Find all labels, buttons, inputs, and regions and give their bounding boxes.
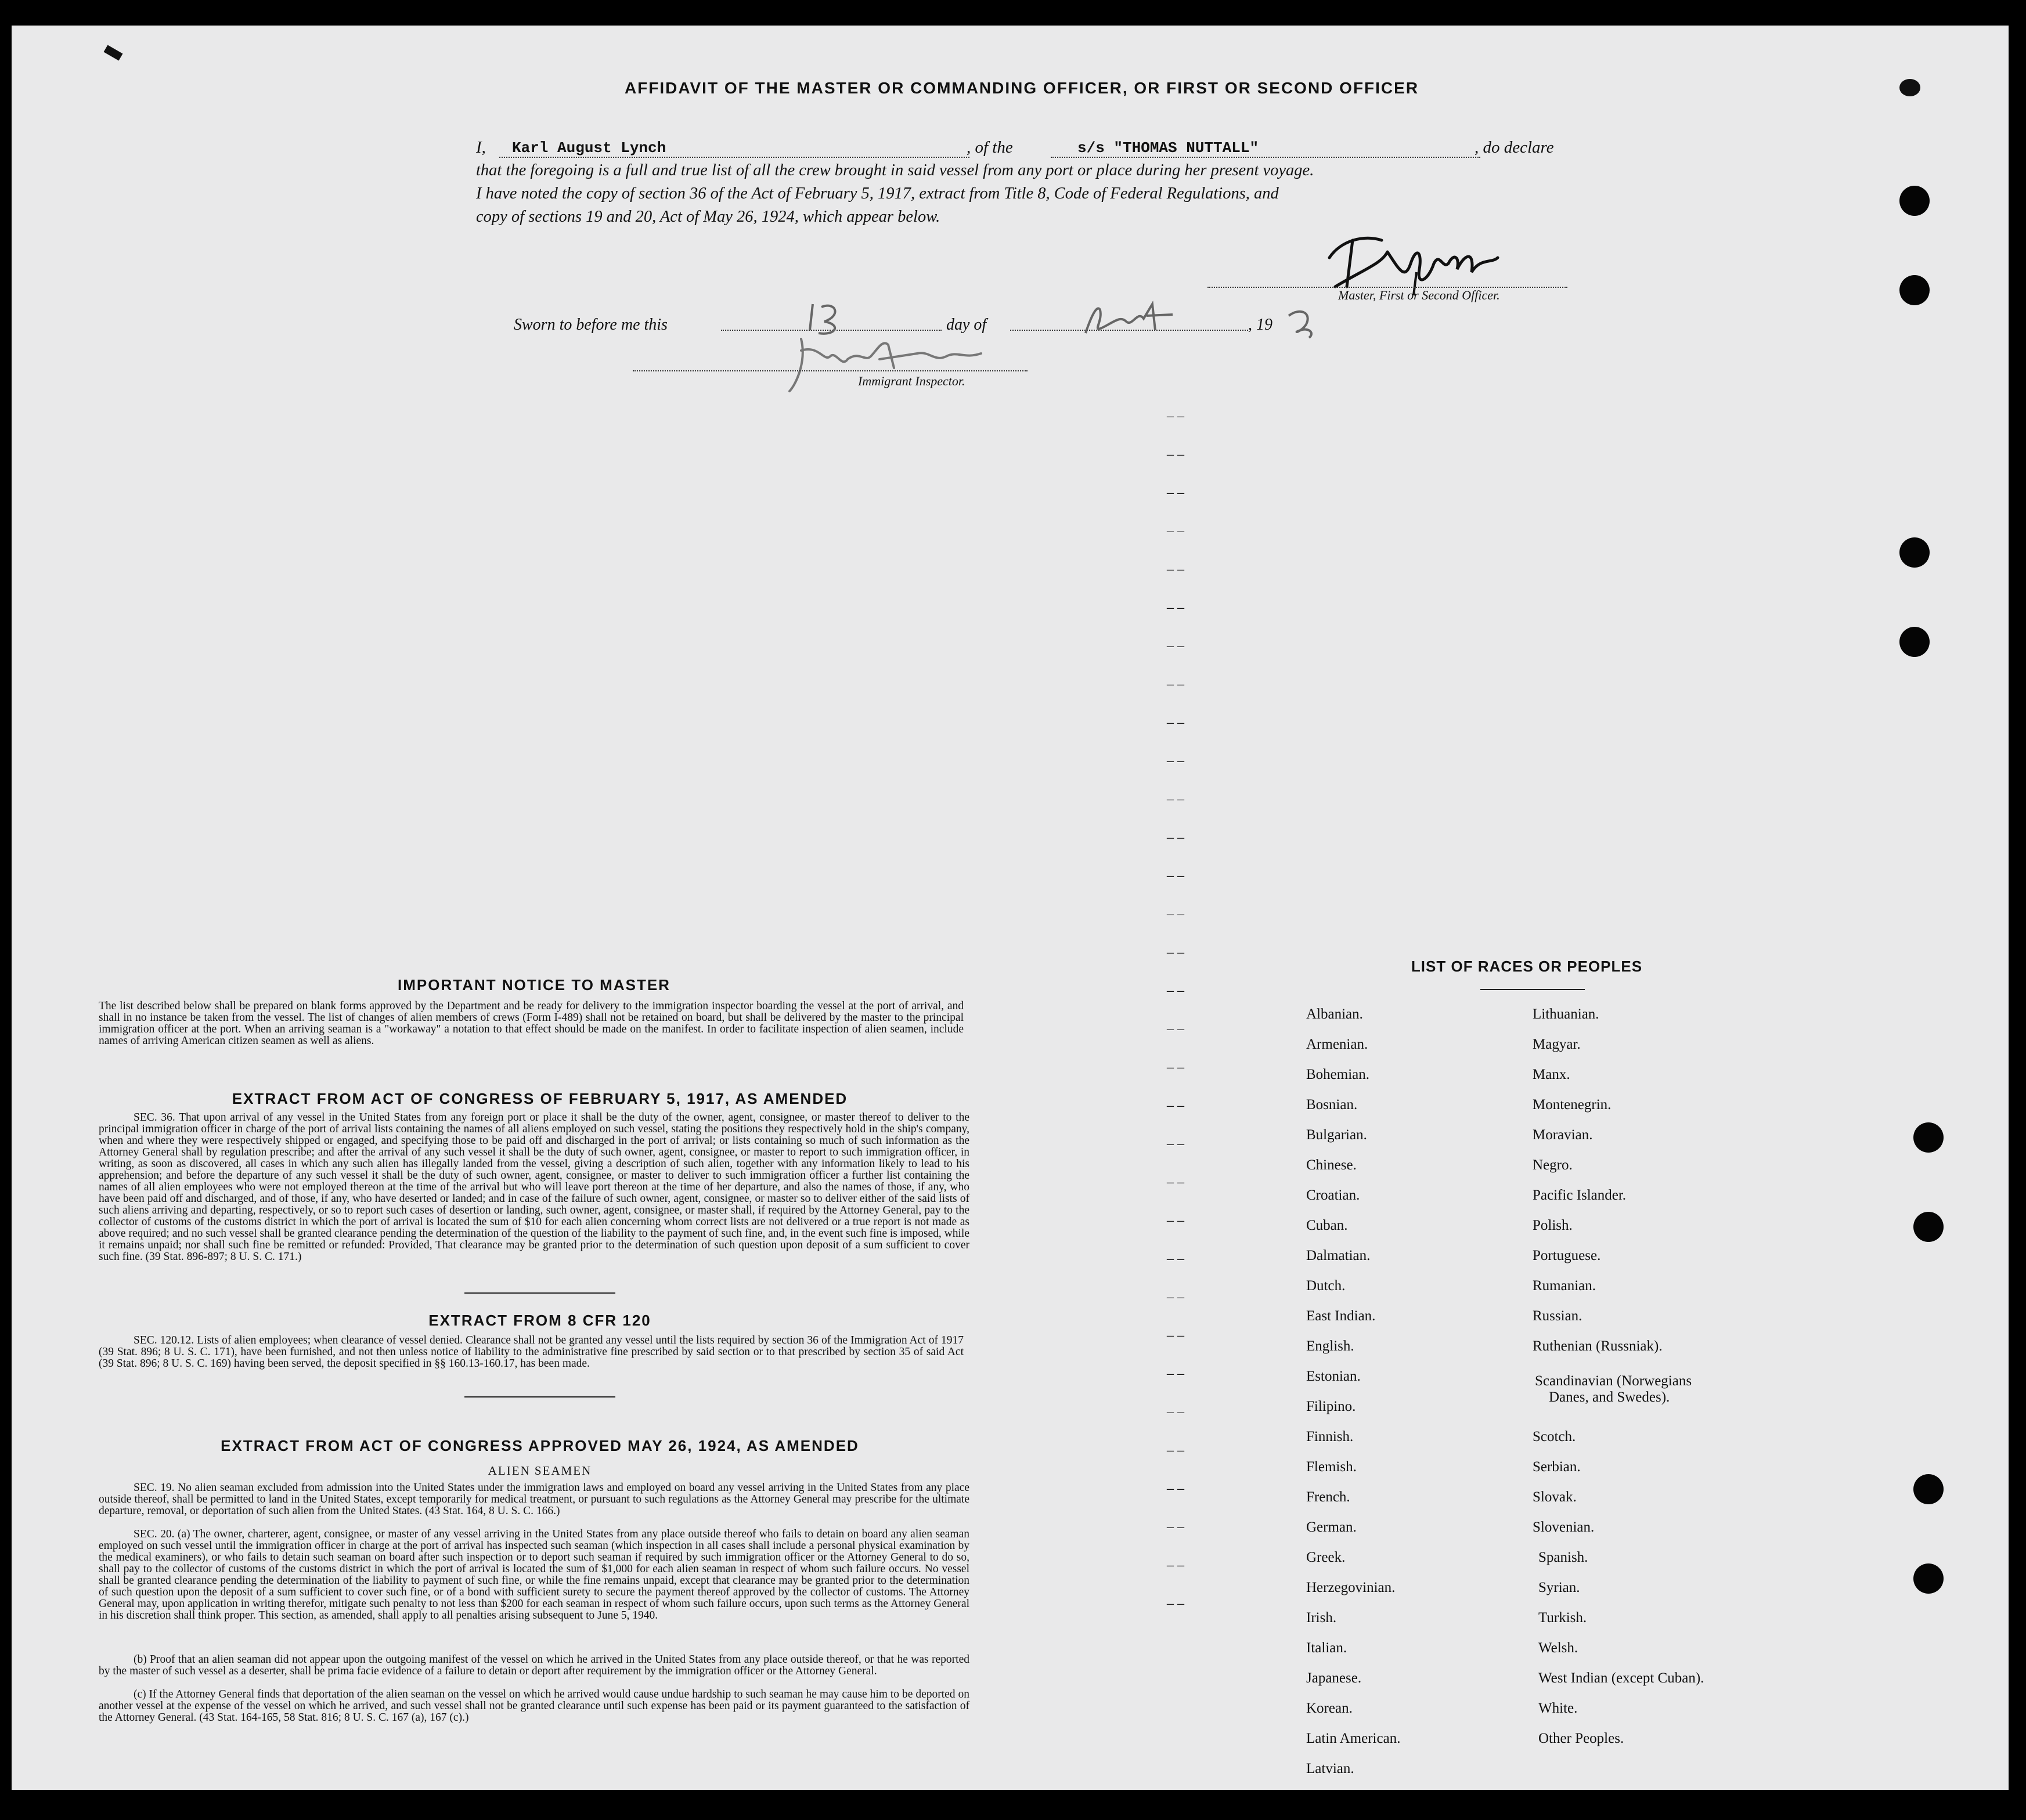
extract-1917-text: SEC. 36. That upon arrival of any vessel in the United States from any foreign port or place it shall be the duty of the owner, agent, consignee, or master thereof to deliver to the principal immigration officer in charge of the port of arrival lists containing the names of all aliens employed on such vessel, stating the positions they respectively hold in the ship's company, when and where they were respectively shipped or engaged, and specifying those to be paid off and discharged in the port of arrival; or lists containing so much of such information as the Attorney General shall by regulation prescribe; and after the arrival of any such vessel it shall be the duty of such owner, agent, consignee, or master to report to such immigration officer, in writing, as soon as discovered, all cases in which any such alien has illegally landed from the vessel, giving a description of such alien, together with any information likely to lead to his apprehension; and before the departure of any such vessel it shall be the duty of such owner, agent, consignee, or master to deliver to such immigration officer a further list containing the names of all alien employees who were not employed thereon at the time of the arrival but who will leave port thereon at the time of her departure, and also the names of those, if any, who have been paid off and discharged, and of those, if any, who have deserted or landed; and in case of the failure of such owner, agent, consignee, or master so to deliver either of the said lists of such aliens arriving and departing, respectively, or so to report such cases of desertion or landing, such owner, agent, consignee, or master shall, if required by the Attorney General, pay to the collector of customs of the customs district in which the port of arrival is located the sum of $10 for each alien concerning whom correct lists are not delivered or a true report is not made as above required; and no such vessel shall be granted clearance pending the determination of the question of the liability to the payment of such fine, and, in the event such fine is imposed, while it remains unpaid; nor shall such fine be remitted or refunded: Provided, That clearance may be granted prior to the determination of such question upon deposit of a sum sufficient to cover such fine. (39 Stat. 896-897; 8 U. S. C. 171.) <box>99 1111 969 1263</box>
race-item: Dalmatian. <box>1306 1248 1371 1263</box>
crew-list-mark: – – <box>1167 1136 1184 1151</box>
crew-list-mark: – – <box>1167 1175 1184 1190</box>
race-item: Montenegrin. <box>1533 1097 1612 1113</box>
punch-hole <box>1913 1212 1944 1242</box>
crew-list-mark: – – <box>1167 1443 1184 1458</box>
inspector-caption: Immigrant Inspector. <box>858 374 965 388</box>
of-the-label: , of the <box>967 138 1013 157</box>
crew-list-mark: – – <box>1167 1021 1184 1037</box>
year-prefix: , 19 <box>1248 316 1272 334</box>
corner-mark <box>104 45 123 60</box>
race-item: Ruthenian (Russniak). <box>1533 1338 1663 1354</box>
vessel-name: s/s "THOMAS NUTTALL" <box>1077 139 1259 157</box>
race-item: Japanese. <box>1306 1670 1362 1686</box>
races-title: LIST OF RACES OR PEOPLES <box>1411 958 1643 975</box>
race-item: Latin American. <box>1306 1731 1401 1746</box>
crew-list-mark: – – <box>1167 983 1184 998</box>
master-name: Karl August Lynch <box>512 139 666 157</box>
crew-list-mark: – – <box>1167 830 1184 845</box>
master-caption: Master, First or Second Officer. <box>1338 288 1500 302</box>
vessel-name-line <box>1051 157 1480 158</box>
extract-cfr-text: SEC. 120.12. Lists of alien employees; when clearance of vessel denied. Clearance shall not be granted any vessel until the lists required by section 36 of the Immigration Act of 1917 (39 Stat. 896; 8 U. S. C. 171), have been furnished, and not then unless notice of liability to the administrative fine prescribed by said section or to that prescribed by section 35 of said Act (39 Stat. 896; 8 U. S. C. 169) having been served, the deposit specified in §§ 160.13-160.17, has been made. <box>99 1334 964 1370</box>
crew-list-mark: – – <box>1167 1290 1184 1305</box>
extract-1924-sec20c: (c) If the Attorney General finds that deportation of the alien seaman on the vessel on which he arrived would cause undue hardship to such seaman he may cause him to be deported on another vessel at the expense of the vessel on which he arrived, and such vessel shall not be granted clearance until such expense has been paid or its payment guaranteed to the satisfaction of the Attorney General. (43 Stat. 164-165, 58 Stat. 816; 8 U. S. C. 167 (a), 167 (c).) <box>99 1688 969 1724</box>
race-item: Bosnian. <box>1306 1097 1358 1113</box>
crew-list-mark: – – <box>1167 1558 1184 1573</box>
notice-text: The list described below shall be prepared on blank forms approved by the Department and be ready for delivery to the immigration inspector boarding the vessel at the port of arrival, and shall in no instance be taken from the vessel. The list of changes of alien members of crews (Form I-489) shall not be retained on board, but shall be delivered by the master to the principal immigration officer at the port. When an arriving seaman is a "workaway" a notation to that effect should be made on the manifest. In order to facilitate inspection of alien seamen, include names of arriving American citizen seamen as well as aliens. <box>99 1000 964 1047</box>
race-item: Scotch. <box>1533 1429 1576 1445</box>
race-item: Danes, and Swedes). <box>1549 1389 1670 1405</box>
race-item: Lithuanian. <box>1533 1006 1599 1022</box>
race-item: French. <box>1306 1489 1350 1505</box>
day-of-label: day of <box>946 316 987 334</box>
sworn-month-handwriting <box>1074 298 1178 339</box>
race-item: West Indian (except Cuban). <box>1538 1670 1704 1686</box>
crew-list-mark: – – <box>1167 945 1184 960</box>
race-item: Manx. <box>1533 1067 1570 1082</box>
race-item: Estonian. <box>1306 1368 1361 1384</box>
race-item: Spanish. <box>1538 1550 1588 1565</box>
crew-list-mark: – – <box>1167 485 1184 500</box>
i-label: I, <box>476 138 486 157</box>
race-item: German. <box>1306 1519 1357 1535</box>
extract-1924-subtitle: ALIEN SEAMEN <box>488 1464 592 1478</box>
punch-hole <box>1899 627 1930 657</box>
crew-list-mark: – – <box>1167 753 1184 768</box>
race-item: Negro. <box>1533 1157 1573 1173</box>
crew-list-mark: – – <box>1167 677 1184 692</box>
race-item: Polish. <box>1533 1218 1573 1233</box>
crew-list-mark: – – <box>1167 409 1184 424</box>
crew-list-mark: – – <box>1167 1060 1184 1075</box>
crew-list-mark: – – <box>1167 1213 1184 1228</box>
extract-1924-title: EXTRACT FROM ACT OF CONGRESS APPROVED MAY 26, 1924, AS AMENDED <box>221 1437 859 1454</box>
punch-hole <box>1899 186 1930 216</box>
race-item: Rumanian. <box>1533 1278 1596 1294</box>
race-item: Slovak. <box>1533 1489 1577 1505</box>
race-item: Dutch. <box>1306 1278 1346 1294</box>
divider <box>464 1292 615 1294</box>
extract-1917-title: EXTRACT FROM ACT OF CONGRESS OF FEBRUARY 5, 1917, AS AMENDED <box>232 1090 848 1107</box>
corner-mark <box>1899 79 1920 96</box>
race-item: Bohemian. <box>1306 1067 1370 1082</box>
race-item: Welsh. <box>1538 1640 1578 1656</box>
race-item: English. <box>1306 1338 1354 1354</box>
affidavit-body-line2: I have noted the copy of section 36 of the Act of February 5, 1917, extract from Title 8, Code of Federal Regulations, and <box>476 185 1279 203</box>
race-item: Bulgarian. <box>1306 1127 1367 1143</box>
race-item: Finnish. <box>1306 1429 1354 1445</box>
race-item: Korean. <box>1306 1700 1353 1716</box>
race-item: Filipino. <box>1306 1399 1356 1414</box>
crew-list-mark: – – <box>1167 447 1184 462</box>
race-item: Herzegovinian. <box>1306 1580 1396 1595</box>
race-item: Slovenian. <box>1533 1519 1595 1535</box>
crew-list-mark: – – <box>1167 523 1184 539</box>
race-item: Syrian. <box>1538 1580 1580 1595</box>
crew-list-mark: – – <box>1167 1481 1184 1496</box>
race-item: White. <box>1538 1700 1578 1716</box>
race-item: Scandinavian (Norwegians <box>1535 1373 1692 1389</box>
crew-list-mark: – – <box>1167 600 1184 615</box>
sworn-year-handwriting <box>1283 304 1324 339</box>
race-item: Magyar. <box>1533 1037 1581 1052</box>
race-item: Latvian. <box>1306 1761 1354 1776</box>
race-item: Italian. <box>1306 1640 1347 1656</box>
race-item: Russian. <box>1533 1308 1582 1324</box>
races-title-rule <box>1480 989 1585 990</box>
master-name-line <box>499 157 969 158</box>
race-item: Croatian. <box>1306 1187 1360 1203</box>
crew-list-mark: – – <box>1167 1098 1184 1113</box>
divider <box>464 1396 615 1398</box>
race-item: Albanian. <box>1306 1006 1363 1022</box>
affidavit-body-line3: copy of sections 19 and 20, Act of May 26, 1924, which appear below. <box>476 208 940 226</box>
race-item: Flemish. <box>1306 1459 1357 1475</box>
document-page <box>12 26 2009 1790</box>
inspector-signature-line <box>633 370 1028 371</box>
punch-hole <box>1913 1122 1944 1153</box>
crew-list-mark: – – <box>1167 792 1184 807</box>
race-item: Greek. <box>1306 1550 1346 1565</box>
extract-1924-sec20a: SEC. 20. (a) The owner, charterer, agent, consignee, or master of any vessel arriving in the United States from any place outside thereof who fails to detain on board any alien seaman employed on such vessel until the immigration officer in charge at the port of arrival has inspected such seaman (which inspection in all cases shall include a personal physical examination by the medical examiners), or who fails to detain such seaman on board after such inspection or to deport such seaman if required by such immigration officer or the Attorney General to do so, shall pay to the collector of customs of the customs district in which the port of arrival is located the sum of $1,000 for each alien seaman in respect of whom such failure occurs. No vessel shall be granted clearance pending the determination of the liability to payment of such fine, or while the fine remains unpaid, except that clearance may be granted prior to the determination of such question upon the deposit of a sum sufficient to cover such fine, or of a bond with sufficient surety to secure the payment thereof approved by the collector of customs. The Attorney General may, upon application in writing therefor, mitigate such penalty to not less than $200 for each seaman in respect of whom such failure occurs, upon such terms as the Attorney General in his discretion shall think proper. This section, as amended, shall apply to all penalties arising subsequent to June 5, 1940. <box>99 1528 969 1622</box>
race-item: East Indian. <box>1306 1308 1376 1324</box>
affidavit-title: AFFIDAVIT OF THE MASTER OR COMMANDING OFFICER, OR FIRST OR SECOND OFFICER <box>624 79 1419 97</box>
extract-1924-sec20b: (b) Proof that an alien seaman did not appear upon the outgoing manifest of the vessel on which he arrived in the United States from any place outside thereof, or that he was reported by the master of such vessel as a deserter, shall be prima facie evidence of a failure to detain or deport after requirement by the immigration officer or the Attorney General. <box>99 1653 969 1677</box>
master-signature <box>1318 217 1504 298</box>
sworn-label: Sworn to before me this <box>514 316 668 334</box>
crew-list-mark: – – <box>1167 1519 1184 1534</box>
crew-list-mark: – – <box>1167 907 1184 922</box>
race-item: Pacific Islander. <box>1533 1187 1627 1203</box>
crew-list-mark: – – <box>1167 1596 1184 1611</box>
race-item: Serbian. <box>1533 1459 1581 1475</box>
crew-list-mark: – – <box>1167 868 1184 883</box>
race-item: Chinese. <box>1306 1157 1357 1173</box>
extract-cfr-title: EXTRACT FROM 8 CFR 120 <box>428 1312 651 1329</box>
crew-list-mark: – – <box>1167 1328 1184 1343</box>
punch-hole <box>1899 275 1930 305</box>
crew-list-mark: – – <box>1167 1366 1184 1381</box>
crew-list-mark: – – <box>1167 562 1184 577</box>
race-item: Other Peoples. <box>1538 1731 1624 1746</box>
punch-hole <box>1913 1563 1944 1594</box>
affidavit-body-line1: that the foregoing is a full and true list of all the crew brought in said vessel from any port or place during her present voyage. <box>476 161 1314 179</box>
notice-title: IMPORTANT NOTICE TO MASTER <box>398 976 670 994</box>
punch-hole <box>1913 1474 1944 1504</box>
do-declare-label: , do declare <box>1475 138 1554 157</box>
race-item: Turkish. <box>1538 1610 1587 1626</box>
race-item: Cuban. <box>1306 1218 1348 1233</box>
race-item: Moravian. <box>1533 1127 1593 1143</box>
race-item: Portuguese. <box>1533 1248 1601 1263</box>
punch-hole <box>1899 537 1930 568</box>
crew-list-mark: – – <box>1167 715 1184 730</box>
extract-1924-sec19: SEC. 19. No alien seaman excluded from admission into the United States under the immigration laws and employed on board any vessel arriving in the United States from any place outside thereof, shall be permitted to land in the United States, except temporarily for medical treatment, or pursuant to such regulations as the Attorney General may prescribe for the ultimate departure, removal, or deportation of such alien from the United States. (43 Stat. 164, 8 U. S. C. 166.) <box>99 1482 969 1517</box>
crew-list-mark: – – <box>1167 1404 1184 1420</box>
race-item: Armenian. <box>1306 1037 1368 1052</box>
race-item: Irish. <box>1306 1610 1337 1626</box>
crew-list-mark: – – <box>1167 638 1184 653</box>
crew-list-mark: – – <box>1167 1251 1184 1266</box>
